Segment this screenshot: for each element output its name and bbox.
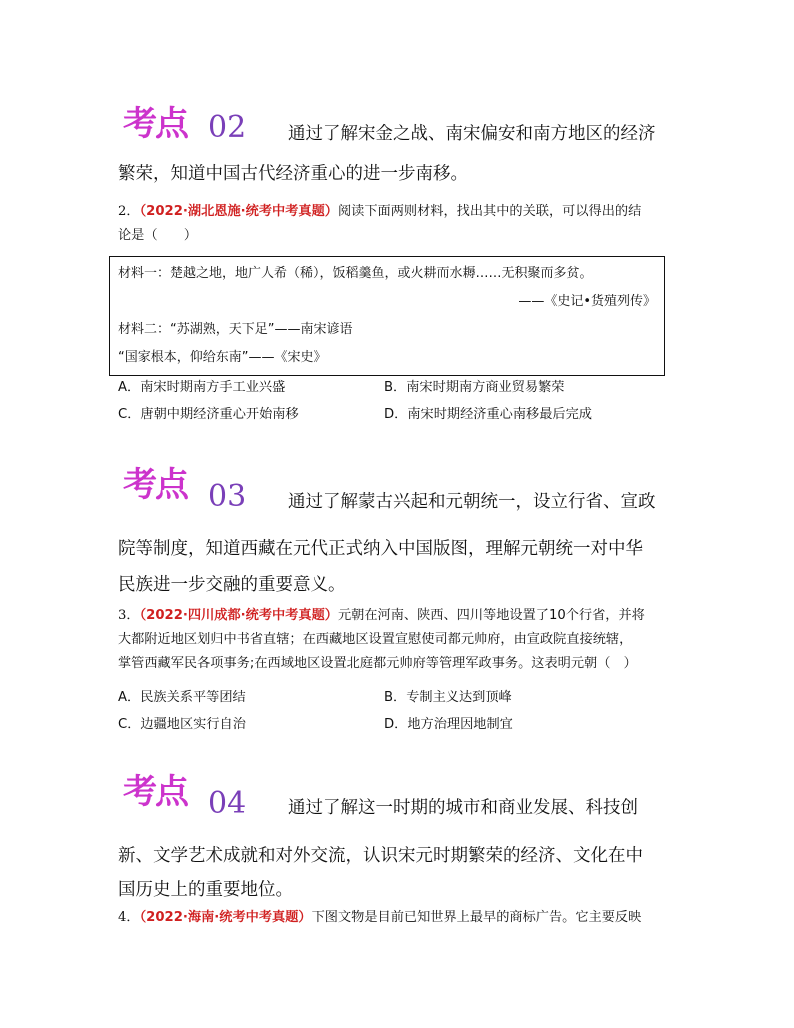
- material-line-3: “国家根本，仰给东南”——《宋史》: [118, 350, 327, 365]
- intro-line: 新、文学艺术成就和对外交流，认识宋元时期繁荣的经济、文化在中: [118, 846, 643, 866]
- intro-line: 院等制度，知道西藏在元代正式纳入中国版图，理解元朝统一对中华: [118, 539, 643, 559]
- question-text: [118, 604, 680, 628]
- question-source: （2022·海南·统考中考真题）: [139, 910, 312, 925]
- option-d[interactable]: D．南宋时期经济重心南移最后完成: [384, 407, 592, 422]
- intro-line: 通过了解蒙古兴起和元朝统一，设立行省、宣政: [288, 492, 656, 512]
- option-b[interactable]: B．南宋时期南方商业贸易繁荣: [384, 380, 565, 395]
- material-line-1-source: ——《史记•货殖列传》: [518, 294, 656, 309]
- option-d[interactable]: D．地方治理因地制宜: [384, 717, 513, 732]
- question-number: 2．: [118, 204, 140, 219]
- question-stem: 阅读下面两则材料，找出其中的关联，可以得出的结: [337, 204, 642, 219]
- question-stem-cont: 大都附近地区划归中书省直辖；在西藏地区设置宣慰使司都元帅府，由宣政院直接统辖，: [118, 632, 633, 647]
- kaodian-label-04: 考点: [123, 772, 187, 812]
- question-stem: 元朝在河南、陕西、四川等地设置了10个行省，并将: [337, 608, 645, 623]
- kaodian-intro-03: [118, 482, 678, 605]
- kaodian-number-02: 02: [208, 110, 247, 145]
- material-box: [109, 256, 665, 376]
- question-4: [118, 906, 680, 930]
- intro-line: 通过了解宋金之战、南宋偏安和南方地区的经济: [288, 124, 656, 144]
- question-number: 3．: [118, 608, 140, 623]
- intro-line: 通过了解这一时期的城市和商业发展、科技创: [288, 798, 638, 818]
- question-source: （2022·四川成都·统考中考真题）: [139, 608, 338, 623]
- question-source: （2022·湖北恩施·统考中考真题）: [139, 204, 338, 219]
- material-line-2: 材料二：“苏湖熟，天下足”——南宋谚语: [118, 322, 353, 337]
- kaodian-intro-04: [118, 788, 678, 910]
- option-c[interactable]: C．边疆地区实行自治: [118, 717, 246, 732]
- question-text: [118, 906, 680, 930]
- question-stem-cont: 论是（ ）: [118, 227, 198, 243]
- question-text: [118, 200, 680, 224]
- option-a[interactable]: A．南宋时期南方手工业兴盛: [118, 380, 286, 395]
- intro-line: 国历史上的重要地位。: [118, 880, 293, 900]
- kaodian-intro-02: [118, 114, 678, 194]
- material-line-1: 材料一：楚越之地，地广人希（稀），饭稻羹鱼，或火耕而水耨……无积聚而多贫。: [118, 266, 593, 281]
- question-3: [118, 604, 680, 676]
- kaodian-label-02: 考点: [123, 104, 187, 144]
- kaodian-number-04: 04: [208, 786, 247, 821]
- kaodian-number-03: 03: [208, 479, 247, 514]
- intro-line: 繁荣，知道中国古代经济重心的进一步南移。: [118, 164, 468, 184]
- question-stem-cont: 掌管西藏军民各项事务;在西域地区设置北庭都元帅府等管理军政事务。这表明元朝（ ）: [118, 656, 637, 671]
- question-number: 4．: [118, 910, 140, 925]
- kaodian-label-03: 考点: [123, 465, 187, 505]
- question-2: [118, 200, 680, 247]
- question-stem: 下图文物是目前已知世界上最早的商标广告。它主要反映: [311, 910, 642, 925]
- intro-line: 民族进一步交融的重要意义。: [118, 575, 346, 595]
- option-c[interactable]: C．唐朝中期经济重心开始南移: [118, 407, 299, 422]
- option-b[interactable]: B．专制主义达到顶峰: [384, 690, 512, 705]
- option-a[interactable]: A．民族关系平等团结: [118, 690, 246, 705]
